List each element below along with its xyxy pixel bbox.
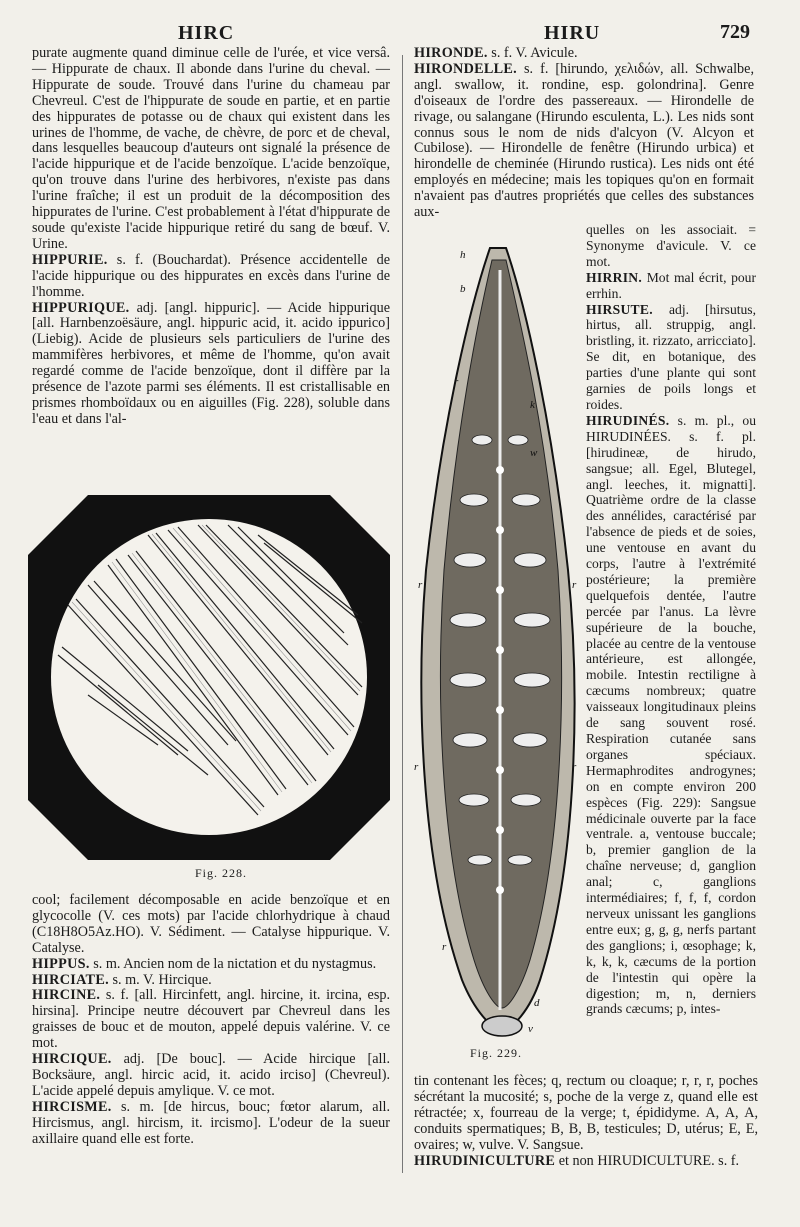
headword: HIPPURIQUE. bbox=[32, 299, 130, 316]
entry-text: adj. [hirsutus, hirtus, all. struppig, angl. bristling, it. rizzato, arricciato]. Se dit, en botanique, des parties d'une plante qui sont garnies de poils longs et roides. bbox=[586, 301, 756, 412]
headword: HIRSUTE. bbox=[586, 301, 653, 317]
entry-hirondelle bbox=[414, 62, 754, 221]
headword: HIPPUS. bbox=[32, 955, 90, 972]
headword: HIRONDELLE. bbox=[414, 60, 518, 77]
page-number: 729 bbox=[720, 21, 750, 43]
entry-hippurate-continuation: purate augmente quand diminue celle de l'urée, et vice versâ. — Hippurate de chaux. Il abonde dans l'urine du cheval. — Hippurate de soude. Trouvé dans l'urine du chameau par Chevreul. C'est de l'hippurate de soude en partie, et en partie des hippurates de potasse ou de chaux qui existent dans les urines de l'homme, de vache, de chèvre, de porc et de cheval, dans lesquelles beaucoup d'auteurs ont signalé la présence de l'acide hippurique et de l'acide benzoïque. L'acide benzoïque, qu'on trouve dans l'urine des herbivores, n'existe pas dans l'urine fraîche; il est un produit de la décomposition des hippurates de l'urine. C'est probablement à l'état d'hippurate de soude qu'existe l'acide hippurique retiré du sang de bœuf. V. Urine. bbox=[32, 45, 390, 252]
entry-hirudines-continuation: tin contenant les fèces; q, rectum ou cloaque; r, r, r, poches sécrétant la mucosité; s, poche de la verge z, quand elle est rétractée; x, fourreau de la verge; t, épididyme. A, A, A, conduits spermatiques; B, B, B, testicules; D, utérus; E, E, ovaires; w, vulve. V. Sangsue. bbox=[414, 1073, 758, 1153]
entry-hippus bbox=[32, 957, 390, 973]
svg-text:r: r bbox=[442, 941, 447, 953]
running-head-right: HIRU bbox=[544, 22, 601, 44]
svg-text:v: v bbox=[528, 1023, 533, 1035]
entry-text: Mot mal écrit, pour errhin. bbox=[586, 269, 756, 301]
svg-text:w: w bbox=[530, 447, 538, 459]
svg-text:h: h bbox=[460, 249, 466, 261]
svg-text:r: r bbox=[418, 579, 423, 591]
entry-hircisme bbox=[32, 1100, 390, 1148]
svg-text:r: r bbox=[572, 579, 577, 591]
svg-text:b: b bbox=[460, 283, 466, 295]
headword: HIRRIN. bbox=[586, 269, 643, 285]
entry-hirsute bbox=[586, 302, 756, 413]
headword: HIRONDE. bbox=[414, 45, 488, 61]
entry-text: s. f. V. Avicule. bbox=[487, 45, 578, 61]
svg-text:r: r bbox=[414, 761, 419, 773]
right-column-top bbox=[414, 46, 754, 221]
entry-hirondelle-continuation: quelles on les associait. = Synonyme d'avicule. V. ce mot. bbox=[586, 222, 756, 269]
column-divider bbox=[402, 55, 403, 1173]
right-column-bottom bbox=[414, 1074, 758, 1169]
left-column-bottom bbox=[32, 893, 390, 1148]
entry-hircine bbox=[32, 988, 390, 1052]
svg-text:k: k bbox=[530, 399, 535, 411]
entry-hippurique-continuation: cool; facilement décomposable en acide benzoïque et en glycocolle (V. ces mots) par l'acide chlorhydrique à chaud (C18H8O5Az.HO). V. Sédiment. — Catalyse hippurique. V. Catalyse. bbox=[32, 892, 390, 956]
running-head-left: HIRC bbox=[178, 22, 235, 44]
left-column-top bbox=[32, 46, 390, 428]
figure-229-leech-illustration bbox=[412, 240, 584, 1048]
entry-text: s. f. [all. Hircinfett, angl. hircine, it. ircina, esp. hirsina]. Principe neutre découvert par Chevreul dans les graisses de bouc et de mouton, appelé depuis valérine. V. ce mot. bbox=[32, 987, 390, 1052]
entry-text: s. m. [de hircus, bouc; fœtor alarum, all. Hircismus, angl. hircism, it. ircismo]. L'odeur de la sueur axillaire quand elle est forte. bbox=[32, 1098, 390, 1147]
entry-hirudiniculture bbox=[414, 1154, 758, 1170]
figure-228-crystals-illustration bbox=[28, 495, 390, 860]
svg-text:r: r bbox=[572, 761, 577, 773]
entry-hirudines bbox=[586, 413, 756, 1017]
headword: HIRCISME. bbox=[32, 1098, 112, 1115]
entry-hippurique bbox=[32, 301, 390, 428]
headword: HIRCIATE. bbox=[32, 971, 109, 988]
entry-text: s. m. Ancien nom de la nictation et du nystagmus. bbox=[89, 955, 377, 972]
svg-text:d: d bbox=[534, 997, 540, 1009]
headword: HIPPURIE. bbox=[32, 251, 108, 268]
entry-text: adj. [De bouc]. — Acide hircique [all. Bocksäure, angl. hircic acid, it. acido irciso] (Chevreul). L'acide appelé depuis amylique. V. ce mot. bbox=[32, 1051, 390, 1099]
entry-text: s. f. (Bouchardat). Présence accidentelle de l'acide hippurique ou des hippurates en excès dans l'urine de l'homme. bbox=[32, 251, 390, 300]
headword: HIRUDINÉS. bbox=[586, 412, 670, 428]
headword: HIRUDINICULTURE bbox=[414, 1152, 556, 1169]
right-column-narrow bbox=[586, 222, 756, 1017]
figure-229-caption: Fig. 229. bbox=[470, 1046, 523, 1060]
entry-hirrin bbox=[586, 270, 756, 302]
entry-text: et non HIRUDICULTURE. s. f. bbox=[555, 1152, 740, 1169]
figure-228-caption: Fig. 228. bbox=[195, 866, 248, 880]
entry-hippurie bbox=[32, 253, 390, 301]
entry-text: s. m. pl., ou HIRUDINÉES. s. f. pl. [hirudineæ, de hirudo, sangsue; all. Egel, Blutegel, angl. leeches, it. mignatti]. Quatrième ordre de la classe des annélides, caractérisé par l'absence de pieds et de soies, une ventouse en avant du corps, l'autre à l'extrémité postérieure; la première quelquefois dentée, l'autre percée par l'anus. La lèvre supérieure de la bouche, placée au centre de la ventouse antérieure, est allongée, mobile. Intestin rectiligne à cæcums nombreux; quatre vaisseaux longitudinaux pleins de sang souvent rosé. Respiration cutanée sans organes spéciaux. Hermaphrodites androgynes; on en compte environ 200 espèces (Fig. 229): Sangsue médicinale ouverte par la face ventrale. a, ventouse buccale; b, premier ganglion de la chaîne nerveuse; d, ganglion anal; c, ganglions intermédiaires; f, f, f, cordon nerveux unissant les ganglions entre eux; g, g, g, nerfs partant des ganglions; i, œsophage; k, k, k, k, cæcums de la portion de l'intestin qui opère la digestion; m, n, derniers grands cæcums; p, intes- bbox=[586, 412, 756, 1017]
entry-text: s. m. V. Hircique. bbox=[108, 971, 212, 988]
entry-hirciate bbox=[32, 973, 390, 989]
headword: HIRCIQUE. bbox=[32, 1051, 112, 1068]
headword: HIRCINE. bbox=[32, 987, 101, 1004]
entry-hironde bbox=[414, 46, 754, 62]
entry-hircique bbox=[32, 1052, 390, 1100]
svg-text:r: r bbox=[454, 376, 459, 388]
entry-text: s. f. [hirundo, χελιδών, all. Schwalbe, angl. swallow, it. rondine, esp. golondrina]. Genre d'oiseaux de l'ordre des passereaux. — Hirondelle de rivage, ou salangane (Hirundo esculenta, L.). Les nids sont connus sous le nom de nids d'alcyon (V. Alcyon et Cubilose). — Hirondelle de fenêtre (Hirundo urbica) et hirondelle de cheminée (Hirundo rustica). Les nids ont été employés en médecine; mais les topiques qu'on en formait n'avaient pas d'autres propriétés que celles des substances aux- bbox=[414, 60, 754, 221]
entry-text: adj. [angl. hippuric]. — Acide hippurique [all. Harnbenzoësäure, angl. hippuric acid, it. acido ippurico] (Liebig). Acide de plusieurs sels particuliers de l'urine des mammifères herbivores, et même de l'homme, qu'on avait regardé comme de l'acide benzoïque, dont il diffère par la présence de l'azote parmi ses éléments. Il est cristallisable en prismes rhomboïdaux ou en aiguilles (Fig. 228), soluble dans l'eau et dans l'al- bbox=[32, 299, 390, 427]
